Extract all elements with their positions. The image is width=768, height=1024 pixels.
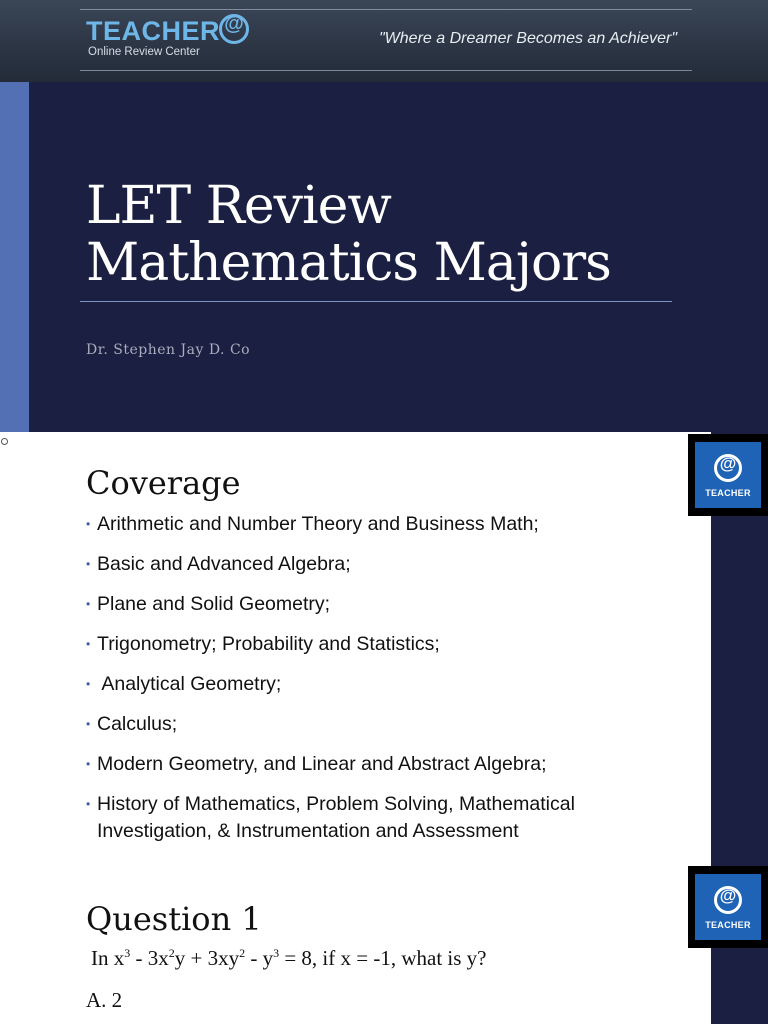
badge-label: TEACHER: [705, 920, 751, 930]
slide-title: LET Review Mathematics Majors: [86, 176, 611, 293]
question-heading: Question 1: [86, 900, 262, 938]
answer-option-a[interactable]: A. 2: [86, 988, 123, 1012]
coverage-item: • Basic and Advanced Algebra;: [86, 551, 686, 578]
header-top-rule: [80, 9, 692, 10]
at-badge-icon: @: [714, 454, 742, 482]
at-badge-icon: @: [714, 886, 742, 914]
badge-label: TEACHER: [705, 488, 751, 498]
header-bottom-rule: [80, 70, 692, 71]
coverage-item: • Calculus;: [86, 711, 686, 738]
question-slide: [0, 864, 768, 1024]
slide-marker-icon: [1, 438, 8, 445]
accent-strip: [0, 82, 29, 432]
coverage-list: [86, 511, 686, 858]
coverage-slide: [0, 432, 768, 864]
header-banner: [0, 0, 768, 82]
coverage-heading: Coverage: [86, 464, 241, 502]
coverage-item: • Arithmetic and Number Theory and Business Math;: [86, 511, 686, 538]
coverage-item: • Plane and Solid Geometry;: [86, 591, 686, 618]
coverage-item: • History of Mathematics, Problem Solving, Mathematical Investigation, & Instrumentation and Assessment: [86, 791, 662, 845]
logo-subtitle: Online Review Center: [88, 46, 200, 58]
title-slide: [0, 0, 768, 432]
teacher-logo-text: TEACHER: [86, 16, 221, 46]
at-logo-icon: @: [219, 14, 249, 44]
title-divider: [80, 301, 672, 302]
question-text: In $x^3 - 3x^2y + 3xy^2 - y^3 = 8$, if x = -1, what is y?: [91, 946, 487, 970]
coverage-item: • Trigonometry; Probability and Statistics;: [86, 631, 686, 658]
teacher-badge: [688, 866, 768, 948]
teacher-badge: [688, 434, 768, 516]
author-name: Dr. Stephen Jay D. Co: [86, 342, 251, 358]
tagline: "Where a Dreamer Becomes an Achiever": [379, 30, 677, 47]
coverage-item: • Modern Geometry, and Linear and Abstract Algebra;: [86, 751, 686, 778]
coverage-item: • Analytical Geometry;: [86, 671, 686, 698]
